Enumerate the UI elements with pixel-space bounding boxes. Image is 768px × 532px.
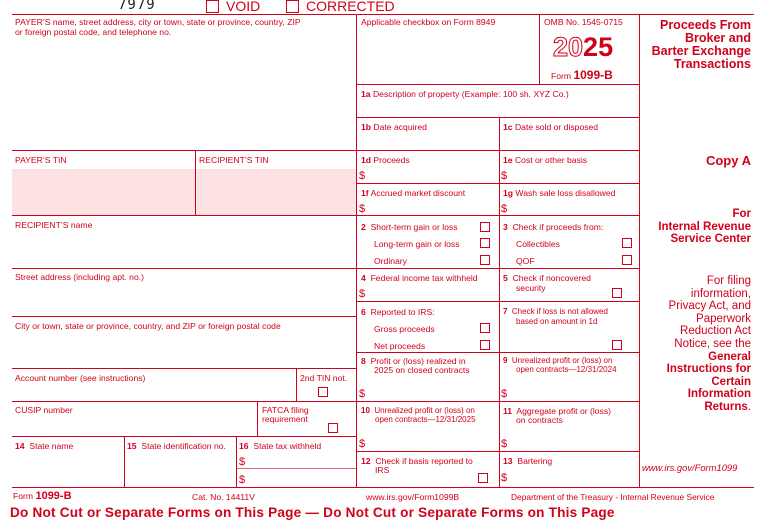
catalog-number: Cat. No. 14411V [192, 492, 255, 502]
department-label: Department of the Treasury - Internal Revenue Service [511, 492, 715, 502]
box10-label-2: open contracts—12/31/2025 [375, 415, 476, 424]
ordinary-checkbox[interactable] [480, 255, 490, 265]
corrected-label: CORRECTED [306, 0, 395, 14]
box8-label-2: 2025 on closed contracts [374, 365, 470, 375]
box1b-label: 1b Date acquired [361, 122, 427, 132]
omb-number: OMB No. 1545-0715 [544, 17, 623, 27]
street-label: Street address (including apt. no.) [15, 272, 144, 282]
collectibles-label: Collectibles [516, 239, 560, 249]
rule [356, 14, 357, 487]
box11-dollar: $ [501, 438, 508, 450]
box10-dollar: $ [359, 438, 366, 450]
recipient-tin-label: RECIPIENT’S TIN [199, 155, 269, 165]
box7-label-2: based on amount in 1d [516, 317, 598, 326]
tax-year: 2025 [553, 32, 614, 62]
filing-info-text: For filing information, Privacy Act, and Paperwork Reduction Act Notice, see the General Instructions for Certain Information Returns. [666, 275, 751, 413]
loss-not-allowed-checkbox[interactable] [612, 340, 622, 350]
qof-label: QOF [516, 256, 535, 266]
rule [357, 301, 639, 302]
rule [12, 14, 754, 15]
second-tin-label: 2nd TIN not. [300, 373, 348, 383]
box8-label: 8 Profit or (loss) realized in [361, 356, 466, 366]
rule [12, 215, 639, 216]
void-checkbox[interactable] [206, 0, 219, 13]
box11-label-2: on contracts [516, 415, 563, 425]
rule [12, 436, 356, 437]
cusip-label: CUSIP number [15, 405, 73, 415]
payer-name-field[interactable] [12, 40, 356, 148]
noncovered-checkbox[interactable] [612, 288, 622, 298]
box12-label-2: IRS [375, 465, 390, 475]
box9-label-2: open contracts—12/31/2024 [516, 365, 617, 374]
rule [12, 401, 639, 402]
payer-tin-label: PAYER’S TIN [15, 155, 67, 165]
rule [499, 117, 500, 487]
box1g-dollar: $ [501, 203, 508, 215]
box5-label-2: security [516, 283, 546, 293]
rule [12, 268, 356, 269]
rule [539, 14, 540, 84]
irs-url-side[interactable]: www.irs.gov/Form1099 [642, 462, 738, 473]
rule [237, 468, 356, 469]
box4-label: 4 Federal income tax withheld [361, 273, 478, 283]
rule [12, 487, 754, 488]
form-code: 7979 [118, 0, 156, 13]
fatca-label-2: requirement [262, 414, 308, 424]
rule [296, 368, 297, 401]
box1e-dollar: $ [501, 170, 508, 182]
rule [195, 150, 196, 215]
box8-dollar: $ [359, 388, 366, 400]
fatca-checkbox[interactable] [328, 423, 338, 433]
box13-label: 13 Bartering [503, 456, 553, 466]
qof-checkbox[interactable] [622, 255, 632, 265]
ordinary-label: Ordinary [374, 256, 407, 266]
box16-dollar: $ [239, 456, 246, 468]
rule [257, 401, 258, 436]
do-not-cut-warning: Do Not Cut or Separate Forms on This Page — Do Not Cut or Separate Forms on This Page [10, 505, 615, 520]
box6-label: 6 Reported to IRS: [361, 307, 435, 317]
recipient-tin-field[interactable] [196, 169, 356, 215]
irs-center-label: For Internal Revenue Service Center [658, 208, 751, 245]
second-tin-checkbox[interactable] [318, 387, 328, 397]
box1a-label: 1a Description of property (Example: 100 sh. XYZ Co.) [361, 89, 569, 99]
box5-label: 5 Check if noncovered [503, 273, 591, 283]
payer-name-label-2: or foreign postal code, and telephone no. [15, 27, 172, 37]
box14-label: 14 State name [15, 441, 74, 451]
box1e-label: 1e Cost or other basis [503, 155, 588, 165]
account-label: Account number (see instructions) [15, 373, 146, 383]
footer-url[interactable]: www.irs.gov/Form1099B [366, 492, 460, 502]
rule [236, 436, 237, 487]
net-proceeds-checkbox[interactable] [480, 340, 490, 350]
rule [357, 84, 639, 85]
footer-form-name: Form 1099-B [13, 490, 72, 502]
rule [639, 14, 640, 487]
rule [124, 436, 125, 487]
box1f-dollar: $ [359, 203, 366, 215]
box1f-label: 1f Accrued market discount [361, 188, 466, 198]
net-proceeds-label: Net proceeds [374, 341, 426, 351]
long-term-checkbox[interactable] [480, 238, 490, 248]
box2-label: 2 Short-term gain or loss [361, 222, 458, 232]
rule [357, 451, 639, 452]
copy-a-label: Copy A [705, 153, 751, 168]
form-name-header: Form 1099-B [551, 68, 613, 82]
gross-proceeds-label: Gross proceeds [374, 324, 435, 334]
rule [357, 117, 639, 118]
fatca-label: FATCA filing [262, 405, 309, 415]
box4-dollar: $ [359, 288, 366, 300]
box11-label: 11 Aggregate profit or (loss) [503, 406, 611, 416]
corrected-checkbox[interactable] [286, 0, 299, 13]
box12-label: 12 Check if basis reported to [361, 456, 473, 466]
checkbox-8949-label: Applicable checkbox on Form 8949 [361, 17, 496, 27]
rule [357, 183, 639, 184]
box1d-label: 1d Proceeds [361, 155, 410, 165]
rule [12, 150, 639, 151]
void-label: VOID [226, 0, 261, 14]
form-title: Proceeds From Broker and Barter Exchange Transactions [651, 18, 751, 71]
box1c-label: 1c Date sold or disposed [503, 122, 599, 132]
box15-label: 15 State identification no. [127, 441, 226, 451]
collectibles-checkbox[interactable] [622, 238, 632, 248]
city-label: City or town, state or province, country, and ZIP or foreign postal code [15, 321, 281, 331]
box7-label: 7 Check if loss is not allowed [503, 307, 608, 316]
box9-dollar: $ [501, 388, 508, 400]
box1d-dollar: $ [359, 170, 366, 182]
box1g-label: 1g Wash sale loss disallowed [503, 188, 616, 198]
box16-label: 16 State tax withheld [239, 441, 322, 451]
rule [357, 268, 639, 269]
gross-proceeds-checkbox[interactable] [480, 323, 490, 333]
box16-dollar-2: $ [239, 474, 246, 486]
long-term-label: Long-term gain or loss [374, 239, 460, 249]
payer-name-label: PAYER’S name, street address, city or town, state or province, country, ZIP [15, 17, 301, 27]
rule [12, 316, 356, 317]
rule [12, 368, 356, 369]
short-term-checkbox[interactable] [480, 222, 490, 232]
basis-reported-checkbox[interactable] [478, 473, 488, 483]
box13-dollar: $ [501, 472, 508, 484]
recipient-name-label: RECIPIENT’S name [15, 220, 93, 230]
rule [357, 352, 639, 353]
box3-label: 3 Check if proceeds from: [503, 222, 604, 232]
box10-label: 10 Unrealized profit or (loss) on [361, 406, 475, 415]
box9-label: 9 Unrealized profit or (loss) on [503, 356, 613, 365]
payer-tin-field[interactable] [12, 169, 195, 215]
